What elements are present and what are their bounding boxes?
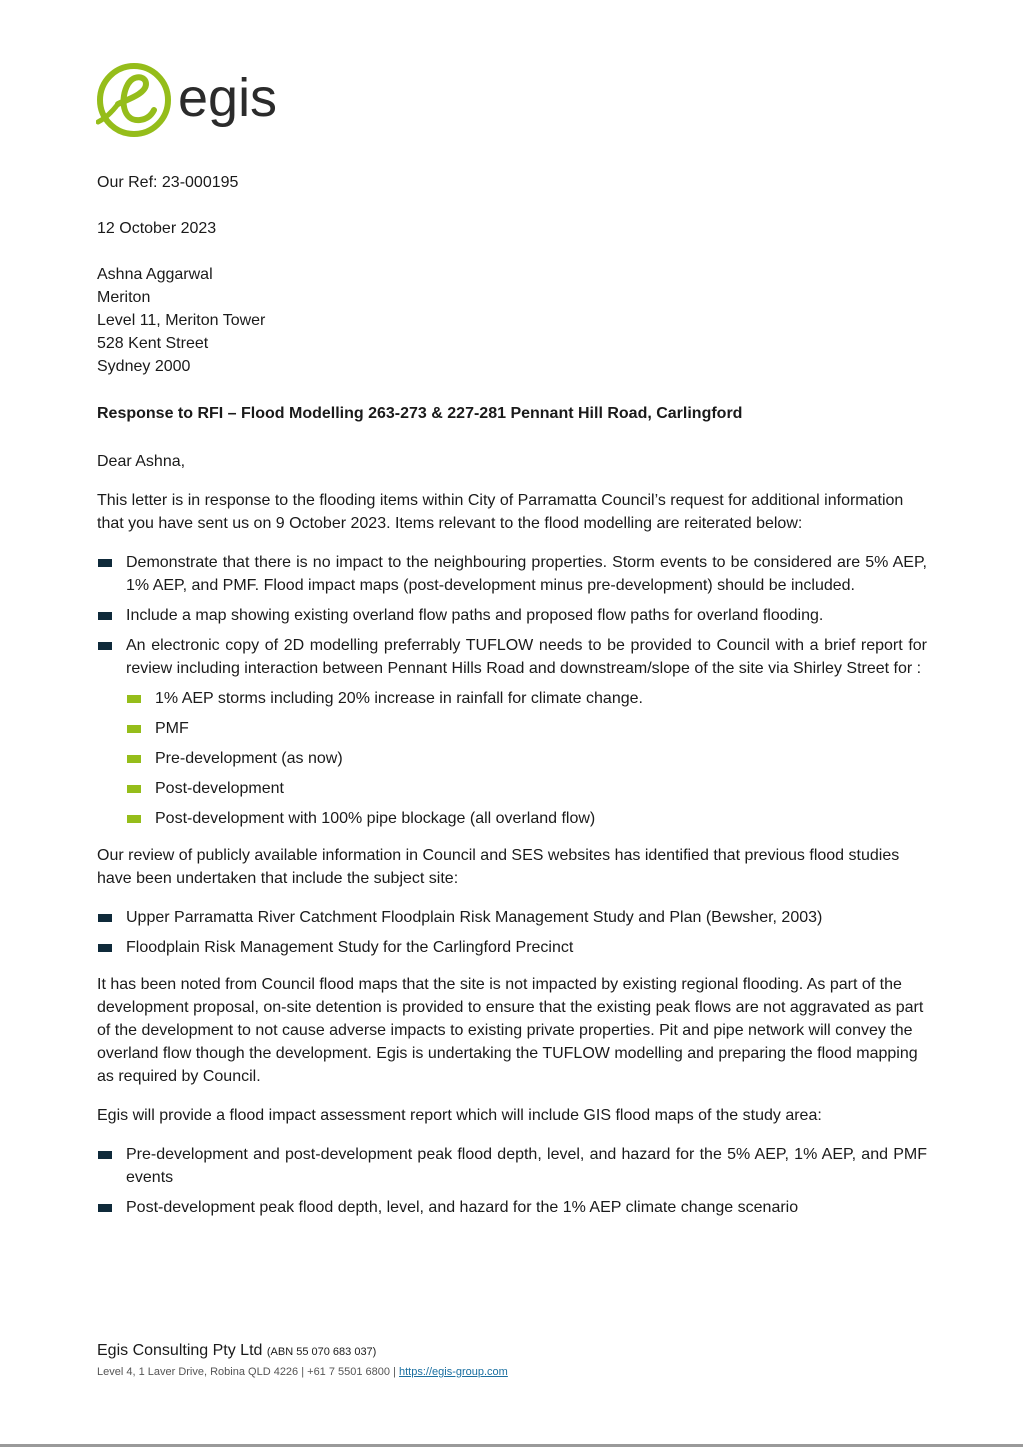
letter-body xyxy=(97,171,927,1233)
rfi-sub-item: Post-development xyxy=(126,777,927,800)
company-abn: (ABN 55 070 683 037) xyxy=(266,1346,377,1358)
provide-paragraph: Egis will provide a flood impact assessment report which will include GIS flood maps of the study area: xyxy=(97,1107,822,1124)
rfi-sub-item: Post-development with 100% pipe blockage (all overland flow) xyxy=(126,807,927,830)
address-line: Sydney 2000 xyxy=(97,358,191,375)
rfi-sub-item: 1% AEP storms including 20% increase in rainfall for climate change. xyxy=(126,687,927,710)
address-line: Meriton xyxy=(97,289,151,306)
address-line: Ashna Aggarwal xyxy=(97,266,213,283)
egis-logo xyxy=(96,60,296,140)
logo-wordmark: egis xyxy=(178,68,278,128)
address-line: 528 Kent Street xyxy=(97,335,209,352)
rfi-item xyxy=(97,551,927,597)
footer-company xyxy=(97,1341,927,1362)
our-ref: Our Ref: 23-000195 xyxy=(97,174,239,191)
rfi-item xyxy=(97,634,927,830)
study-item: Floodplain Risk Management Study for the Carlingford Precinct xyxy=(97,936,927,959)
letter-subject: Response to RFI – Flood Modelling 263-273 & 227-281 Pennant Hill Road, Carlingford xyxy=(97,405,743,422)
recipient-address xyxy=(97,263,927,378)
rfi-item-text: Demonstrate that there is no impact to the neighbouring properties. Storm events to be considered are 5% AEP, 1% AEP, and PMF. Flood impact maps (post-development minus pre-development) should be included. xyxy=(126,554,927,594)
footer-address-text: Level 4, 1 Laver Drive, Robina QLD 4226 | +61 7 5501 6800 | xyxy=(97,1366,399,1378)
letter-footer xyxy=(97,1341,927,1380)
company-name: Egis Consulting Pty Ltd xyxy=(97,1342,263,1359)
maps-list xyxy=(97,1143,927,1219)
letter-date: 12 October 2023 xyxy=(97,220,217,237)
footer-address xyxy=(97,1364,927,1380)
rfi-sub-list xyxy=(126,687,927,830)
noted-paragraph: It has been noted from Council flood maps that the site is not impacted by existing regional flooding. As part of the development proposal, on-site detention is provided to ensure that the existing peak flows are not aggravated as part of the development to not cause adverse impacts to existing private properties. Pit and pipe network will convey the overland flow though the development. Egis is undertaking the TUFLOW modelling and preparing the flood mapping as required by Council. xyxy=(97,976,924,1085)
address-line: Level 11, Meriton Tower xyxy=(97,312,266,329)
intro-paragraph: This letter is in response to the flooding items within City of Parramatta Council’s request for additional information that you have sent us on 9 October 2023. Items relevant to the flood modelling are reiterated below: xyxy=(97,492,904,532)
map-item: Post-development peak flood depth, level, and hazard for the 1% AEP climate change scenario xyxy=(97,1196,927,1219)
studies-list xyxy=(97,906,927,959)
rfi-item-list xyxy=(97,551,927,830)
rfi-item-text: An electronic copy of 2D modelling preferrably TUFLOW needs to be provided to Council with a brief report for review including interaction between Pennant Hills Road and downstream/slope of the site via Shirley Street for : xyxy=(126,637,927,677)
map-item: Pre-development and post-development peak flood depth, level, and hazard for the 5% AEP, 1% AEP, and PMF events xyxy=(97,1143,927,1189)
rfi-sub-item: PMF xyxy=(126,717,927,740)
study-item: Upper Parramatta River Catchment Floodplain Risk Management Study and Plan (Bewsher, 2003) xyxy=(97,906,927,929)
salutation: Dear Ashna, xyxy=(97,453,186,470)
website-link[interactable]: https://egis-group.com xyxy=(399,1366,508,1378)
rfi-sub-item: Pre-development (as now) xyxy=(126,747,927,770)
rfi-item xyxy=(97,604,927,627)
rfi-item-text: Include a map showing existing overland flow paths and proposed flow paths for overland flooding. xyxy=(126,607,824,624)
review-paragraph: Our review of publicly available information in Council and SES websites has identified that previous flood studies have been undertaken that include the subject site: xyxy=(97,847,900,887)
